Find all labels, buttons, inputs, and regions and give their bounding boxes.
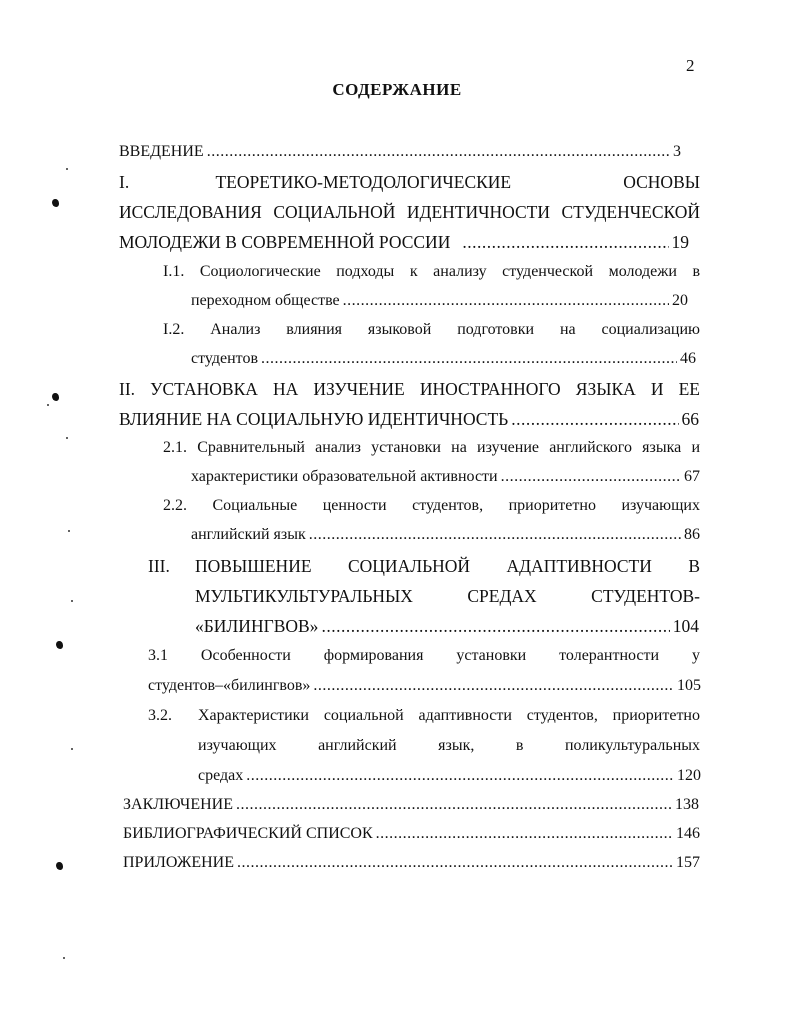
- toc-leader-dots: [246, 764, 674, 788]
- toc-leader-dots: [207, 140, 670, 164]
- toc-leader-dots: [343, 289, 669, 313]
- toc-entry-conclusion[interactable]: [123, 793, 699, 817]
- toc-label: английский язык: [191, 526, 306, 543]
- toc-chapter-1-line-1[interactable]: [119, 170, 700, 194]
- toc-chapter-1-line-3[interactable]: [119, 230, 689, 254]
- binding-hole-mark: [52, 199, 59, 207]
- binding-hole-mark: [56, 862, 63, 870]
- toc-chapter-2-line-2[interactable]: [119, 407, 699, 431]
- toc-leader-dots: [376, 822, 673, 846]
- toc-chapter-3-line-2: МУЛЬТИКУЛЬТУРАЛЬНЫХ СРЕДАХ СТУДЕНТОВ-: [195, 586, 700, 606]
- scan-speck: [71, 748, 73, 750]
- toc-page: 146: [676, 825, 700, 842]
- toc-leader-dots: [261, 347, 677, 371]
- toc-section-1-1-line-1[interactable]: I.1. Социологические подходы к анализу студенческой молодежи в: [163, 263, 700, 280]
- toc-leader-dots: [462, 230, 668, 254]
- toc-leader-dots: [309, 523, 681, 547]
- toc-chapter-word: ТЕОРЕТИКО-МЕТОДОЛОГИЧЕСКИЕ: [215, 172, 512, 192]
- toc-page: 104: [672, 616, 699, 636]
- toc-chapter-number: III.: [148, 556, 170, 576]
- toc-leader-dots: [511, 407, 678, 431]
- toc-page: 138: [675, 796, 699, 813]
- toc-chapter-1-line-2: ИССЛЕДОВАНИЯ СОЦИАЛЬНОЙ ИДЕНТИЧНОСТИ СТУДЕНЧЕСКОЙ: [119, 202, 700, 222]
- toc-section-2-2-line-1[interactable]: 2.2. Социальные ценности студентов, приоритетно изучающих: [163, 497, 700, 514]
- toc-section-number: 3.2.: [148, 707, 172, 724]
- scan-speck: [63, 957, 65, 959]
- toc-section-1-1-line-2[interactable]: [191, 289, 688, 313]
- toc-page: 86: [684, 526, 700, 543]
- toc-section-3-1-line-2[interactable]: [148, 674, 701, 698]
- toc-page: 157: [676, 854, 700, 871]
- toc-entry-intro[interactable]: [119, 140, 681, 164]
- toc-label: характеристики образовательной активности: [191, 468, 498, 485]
- toc-leader-dots: [237, 851, 673, 875]
- toc-label: переходном обществе: [191, 292, 340, 309]
- toc-label: ЗАКЛЮЧЕНИЕ: [123, 796, 233, 813]
- toc-label: «БИЛИНГВОВ»: [195, 616, 319, 636]
- scan-speck: [66, 168, 68, 170]
- toc-chapter-word: ОСНОВЫ: [623, 172, 700, 192]
- scan-speck: [66, 437, 68, 439]
- toc-label: студентов: [191, 350, 259, 367]
- toc-label: БИБЛИОГРАФИЧЕСКИЙ СПИСОК: [123, 825, 373, 842]
- scan-speck: [71, 600, 73, 602]
- page-number: 2: [686, 56, 695, 75]
- toc-leader-dots: [313, 674, 674, 698]
- toc-label: МОЛОДЕЖИ В СОВРЕМЕННОЙ РОССИИ: [119, 232, 451, 252]
- toc-chapter-2-line-1[interactable]: II. УСТАНОВКА НА ИЗУЧЕНИЕ ИНОСТРАННОГО ЯЗЫКА И ЕЕ: [119, 379, 700, 399]
- toc-section-2-1-line-2[interactable]: [191, 465, 700, 489]
- toc-section-1-2-line-2[interactable]: [191, 347, 696, 371]
- binding-hole-mark: [56, 641, 63, 649]
- scan-speck: [47, 404, 49, 406]
- toc-page: 20: [672, 292, 688, 309]
- toc-page: 120: [677, 767, 701, 784]
- toc-page: 66: [681, 409, 699, 429]
- toc-section-2-2-line-2[interactable]: [191, 523, 700, 547]
- toc-section-3-2-line-3[interactable]: [198, 764, 701, 788]
- toc-label: ПРИЛОЖЕНИЕ: [123, 854, 235, 871]
- toc-section-2-1-line-1[interactable]: 2.1. Сравнительный анализ установки на изучение английского языка и: [163, 439, 700, 456]
- toc-section-1-2-line-1[interactable]: I.2. Анализ влияния языковой подготовки на социализацию: [163, 321, 700, 338]
- toc-chapter-3-line-1[interactable]: ПОВЫШЕНИЕ СОЦИАЛЬНОЙ АДАПТИВНОСТИ В: [195, 556, 700, 576]
- toc-entry-appendix[interactable]: [123, 851, 700, 875]
- toc-label: ВЛИЯНИЕ НА СОЦИАЛЬНУЮ ИДЕНТИЧНОСТЬ: [119, 409, 509, 429]
- toc-section-3-2-line-1[interactable]: Характеристики социальной адаптивности студентов, приоритетно: [198, 707, 700, 724]
- toc-leader-dots: [236, 793, 672, 817]
- toc-leader-dots: [321, 614, 669, 638]
- toc-label: средах: [198, 767, 244, 784]
- toc-page: 19: [671, 232, 689, 252]
- toc-entry-bibliography[interactable]: [123, 822, 700, 846]
- page-title: СОДЕРЖАНИЕ: [332, 80, 462, 99]
- toc-section-3-2-line-2: изучающих английский язык, в поликультуральных: [198, 737, 700, 754]
- toc-label: ВВЕДЕНИЕ: [119, 143, 204, 160]
- toc-leader-dots: [501, 465, 681, 489]
- scan-speck: [68, 530, 70, 532]
- toc-page: 105: [677, 677, 701, 694]
- toc-label: студентов–«билингвов»: [148, 677, 311, 694]
- toc-section-3-1-line-1[interactable]: 3.1 Особенности формирования установки толерантности у: [148, 647, 700, 664]
- binding-hole-mark: [52, 393, 59, 401]
- toc-chapter-number: I.: [119, 172, 130, 192]
- toc-page: 67: [684, 468, 700, 485]
- toc-chapter-3-line-3[interactable]: [195, 614, 699, 638]
- toc-page: 46: [680, 350, 696, 367]
- toc-page: 3: [673, 143, 681, 160]
